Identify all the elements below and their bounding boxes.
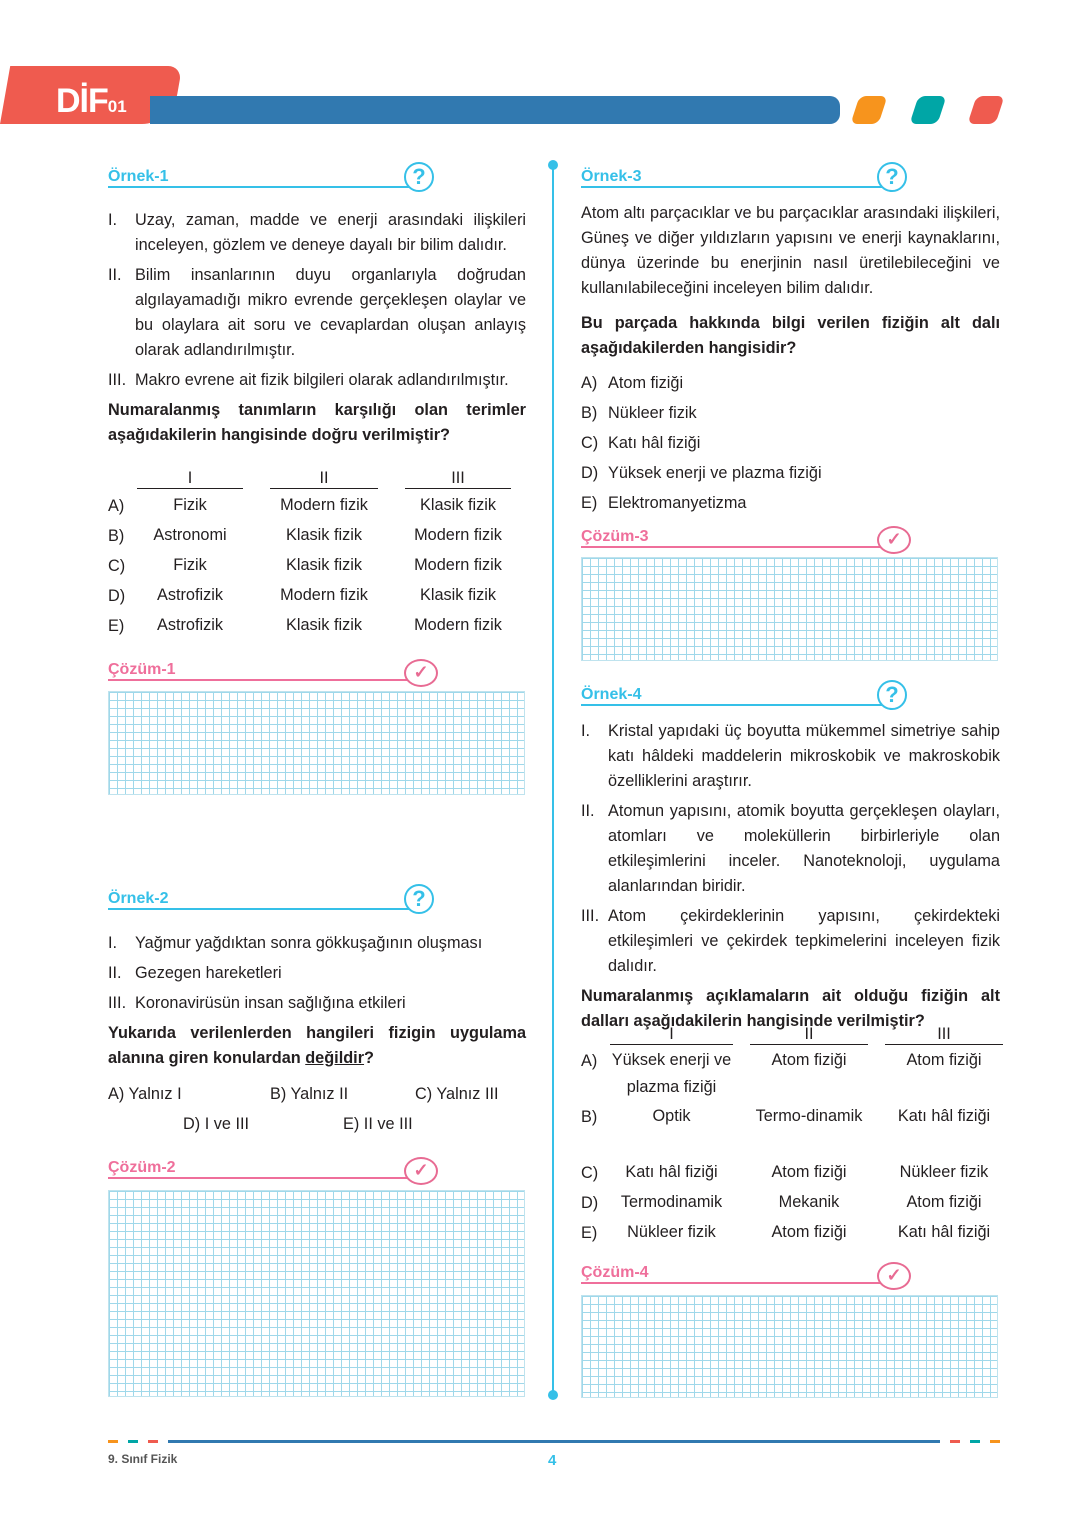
footer-dash — [990, 1440, 1000, 1443]
ornek3-body — [581, 201, 1000, 518]
book-title: 9. Sınıf Fizik — [108, 1452, 178, 1466]
option-letter[interactable]: D) — [108, 587, 126, 605]
footer-dash — [950, 1440, 960, 1443]
table-cell: Modern fizik — [414, 526, 502, 544]
statement: III. Makro evrene ait fizik bilgileri olarak adlandırılmıştır. — [108, 371, 509, 389]
table-cell: Klasik fizik — [286, 526, 362, 544]
footer-line — [168, 1440, 940, 1443]
option-d[interactable] — [581, 458, 1000, 488]
option-letter[interactable]: E) — [108, 617, 125, 635]
option-c[interactable] — [581, 428, 1000, 458]
ornek4-body — [581, 719, 1000, 1034]
footer-dash — [108, 1440, 118, 1443]
divider-dot — [548, 160, 558, 170]
option-letter: E) — [581, 494, 598, 512]
cozum1-title: Çözüm-1 — [108, 661, 408, 681]
header-pill-orange — [850, 96, 887, 124]
table-cell: Fizik — [173, 496, 207, 514]
option-letter[interactable]: A) — [108, 497, 125, 515]
option-letter[interactable]: B) — [581, 1108, 598, 1126]
table-cell: Atom fiziği — [906, 1051, 982, 1069]
table-cell: Mekanik — [778, 1193, 840, 1211]
column-header: I — [610, 1024, 733, 1045]
option-b[interactable] — [581, 398, 1000, 428]
question: Yukarıda verilenlerden hangileri fizigin uygulama alanına giren konulardan değildir? — [108, 1024, 526, 1067]
solution-grid-1[interactable] — [108, 691, 525, 795]
column-header: III — [885, 1024, 1003, 1045]
table-cell: Atom fiziği — [771, 1163, 847, 1181]
statement: III. Koronavirüsün insan sağlığına etkileri — [108, 994, 406, 1012]
option-text: Atom fiziği — [608, 374, 684, 392]
table-cell: Nükleer fizik — [627, 1223, 716, 1241]
ornek2-title: Örnek-2 — [108, 890, 418, 910]
statement: I. Uzay, zaman, madde ve enerji arasındaki ilişkileri inceleyen, gözlem ve deneye dayalı bir bilim dalıdır. — [108, 211, 526, 254]
table-cell: Modern fizik — [280, 586, 368, 604]
table-cell: Yüksek enerji ve plazma fiziği — [611, 1051, 732, 1096]
table-cell: Katı hâl fiziği — [897, 1107, 991, 1125]
question-icon: ? — [877, 680, 907, 710]
table-cell: Atom fiziği — [771, 1051, 847, 1069]
table-cell: Astrofizik — [156, 616, 224, 634]
option-letter: C) — [581, 434, 599, 452]
footer-dash — [970, 1440, 980, 1443]
table-cell: Modern fizik — [414, 556, 502, 574]
option-letter[interactable]: B) — [108, 527, 125, 545]
option-text: Katı hâl fiziği — [608, 434, 701, 452]
question: Bu parçada hakkında bilgi verilen fiziğin alt dalı aşağıdakilerden hangisidir? — [581, 314, 1000, 357]
check-icon: ✓ — [877, 1262, 911, 1290]
page-number: 4 — [548, 1452, 557, 1469]
ornek4-title: Örnek-4 — [581, 686, 891, 706]
solution-grid-3[interactable] — [581, 557, 998, 661]
table-cell: Klasik fizik — [286, 616, 362, 634]
table-cell: Atom fiziği — [906, 1193, 982, 1211]
table-cell: Nükleer fizik — [899, 1163, 989, 1181]
table-cell: Optik — [652, 1107, 691, 1125]
table-cell: Klasik fizik — [286, 556, 362, 574]
table-cell: Astronomi — [153, 526, 227, 544]
header-pill-red — [967, 96, 1004, 124]
statement: II. Bilim insanlarının duyu organlarıyla doğrudan algılayamadığı mikro evrende gerçekleşen olaylar ve bu olaylara ait soru ve cevaplardan oluşan anlayış olarak adlandırılmıştır. — [108, 266, 526, 359]
statement: II. Atomun yapısını, atomik boyutta gerçekleşen olayları, atomları ve moleküllerin birbirleriyle olan etkileşimlerini inceler. Nanoteknoloji, uygulama alanlarından biridir. — [581, 802, 1000, 895]
table-cell: Atom fiziği — [771, 1223, 847, 1241]
table-cell: Modern fizik — [414, 616, 502, 634]
option-letter: A) — [581, 374, 598, 392]
option-letter: B) — [581, 404, 598, 422]
check-icon: ✓ — [877, 526, 911, 554]
statement: II. Gezegen hareketleri — [108, 964, 282, 982]
check-icon: ✓ — [404, 1157, 438, 1185]
option-letter: D) — [581, 464, 599, 482]
option-a[interactable] — [581, 368, 1000, 398]
option-letter[interactable]: D) — [581, 1194, 599, 1212]
table-cell: Termo-dinamik — [755, 1107, 863, 1125]
option-c[interactable]: C) Yalnız III — [415, 1085, 499, 1103]
solution-grid-2[interactable] — [108, 1190, 525, 1397]
option-text: Nükleer fizik — [608, 404, 697, 422]
option-a[interactable]: A) Yalnız I — [108, 1085, 182, 1103]
option-text: Yüksek enerji ve plazma fiziği — [608, 464, 822, 482]
option-b[interactable]: B) Yalnız II — [270, 1085, 349, 1103]
question: Numaralanmış tanımların karşılığı olan terimler aşağıdakilerin hangisinde doğru verilmiştir? — [108, 401, 526, 444]
table-cell: Astrofizik — [156, 586, 224, 604]
header-bar — [150, 96, 840, 124]
table-cell: Modern fizik — [280, 496, 368, 514]
header-pill-teal — [909, 96, 946, 124]
ornek3-title: Örnek-3 — [581, 168, 891, 188]
statement: I. Kristal yapıdaki üç boyutta mükemmel simetriye sahip katı hâldeki maddelerin mikroskobik ve makroskobik özelliklerini araştırır. — [581, 722, 1000, 790]
option-d[interactable]: D) I ve III — [183, 1115, 250, 1133]
column-divider — [552, 163, 554, 1395]
table-cell: Klasik fizik — [420, 586, 496, 604]
question: Numaralanmış açıklamaların ait olduğu fiziğin alt dalları aşağıdakilerin hangisinde verilmiştir? — [581, 987, 1000, 1030]
statement: I. Yağmur yağdıktan sonra gökkuşağının oluşması — [108, 934, 483, 952]
solution-grid-4[interactable] — [581, 1295, 998, 1398]
cozum3-title: Çözüm-3 — [581, 528, 881, 548]
cozum2-title: Çözüm-2 — [108, 1159, 408, 1179]
option-e[interactable]: E) II ve III — [343, 1115, 413, 1133]
logo: DİF01 — [56, 82, 127, 120]
table-cell: Termodinamik — [620, 1193, 723, 1211]
question-icon: ? — [404, 884, 434, 914]
option-e[interactable] — [581, 488, 1000, 518]
ornek2-body — [108, 931, 526, 1071]
table-cell: Klasik fizik — [420, 496, 496, 514]
footer-dash — [148, 1440, 158, 1443]
column-header: I — [137, 468, 243, 489]
ornek1-body — [108, 208, 526, 448]
option-letter[interactable]: C) — [108, 557, 126, 575]
column-header: III — [405, 468, 511, 489]
option-letter[interactable]: E) — [581, 1224, 598, 1242]
question-icon: ? — [877, 162, 907, 192]
cozum4-title: Çözüm-4 — [581, 1264, 881, 1284]
table-cell: Katı hâl fiziği — [625, 1163, 718, 1181]
passage: Atom altı parçacıklar ve bu parçacıklar arasındaki ilişkileri, Güneş ve diğer yıldızların yapısını ve enerji kaynaklarını, dünya üzerinde bu enerjinin nasıl üretilebileceğini ve kullanılabileceğini inceleyen bilim dalıdır. — [581, 204, 1000, 297]
divider-dot — [548, 1390, 558, 1400]
footer-dash — [128, 1440, 138, 1443]
ornek1-title: Örnek-1 — [108, 168, 418, 188]
table-cell: Fizik — [173, 556, 207, 574]
question-icon: ? — [404, 162, 434, 192]
column-header: II — [750, 1024, 868, 1045]
statement: III. Atom çekirdeklerinin yapısını, çekirdekteki etkileşimleri ve çekirdek tepkimelerini inceleyen fizik dalıdır. — [581, 907, 1000, 975]
column-header: II — [270, 468, 378, 489]
option-letter[interactable]: A) — [581, 1052, 598, 1070]
option-text: Elektromanyetizma — [608, 494, 747, 512]
check-icon: ✓ — [404, 659, 438, 687]
option-letter[interactable]: C) — [581, 1164, 599, 1182]
table-cell: Katı hâl fiziği — [897, 1223, 991, 1241]
